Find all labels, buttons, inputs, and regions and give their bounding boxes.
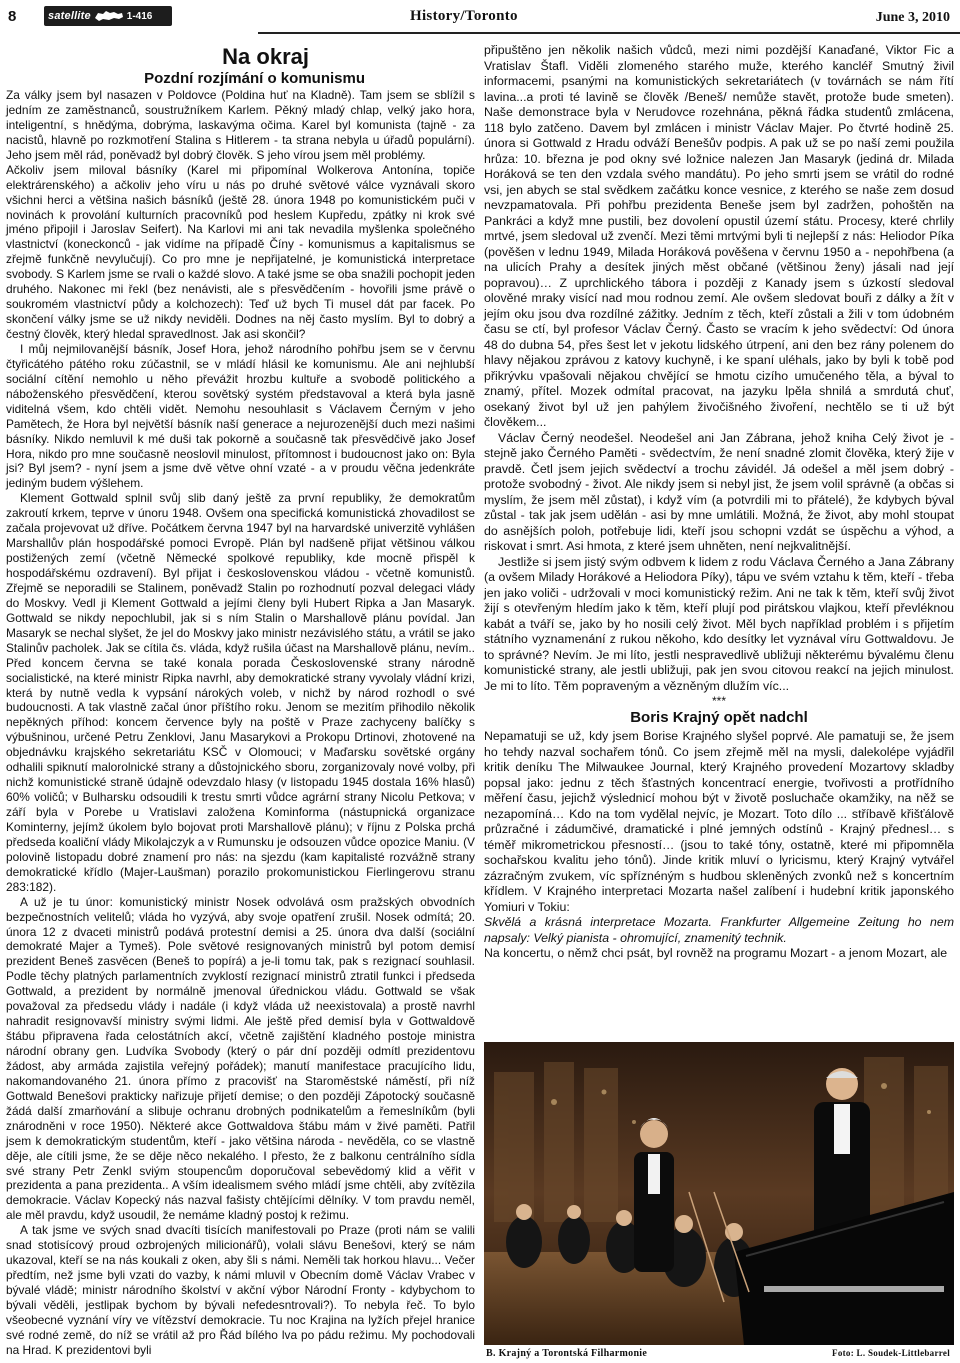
boris-paragraph: Na koncertu, o němž chci psát, byl rovněž na programu Mozart - a jenom Mozart, ale — [484, 946, 948, 960]
concert-photo — [484, 1042, 954, 1345]
article-paragraph: připuštěno jen několik našich vůdců, mezi nimi pozdější Kanaďané, Viktor Fic a Vratislav Štafl. Viděli zlomeného starého muže, kterého kancléř Smutný živil informacemi, psanými na komunistických sekretariátech (v továrnách se nám řítí lavina...a proti té lavině se člověk /Beneš/ nemůže stavět, protože bude smeten). Naše demonstrace byla v Nerudovce rozehnána, pěkná řádka studentů zmlácena, 118 bylo zatčeno. Davem byl zmlácen i ministr Václav Majer. Po čtvrté hodině 25. února si Gottwald z Hradu odváží Benešův podpis. A pak už se po naší zemi použila hrůza: 10. března je pod okny své ložnice nalezen Jan Masaryk (jediná dr. Milada Horáková se ten den vzdala svého mandátu). Po jeho smrti jsem se vrátil do rodné vsi, jen abych se stal svědkem začátku konce vesnice, z kterého se naše zem dosud nevzpamatovala. Při pohřbu prezidenta Beneše jsem byl zadržen, pohoštěn na Pankráci a když mne pustili, bez dovolení opustil území státu. Procesy, které chrlily mrtvé, jsem sledoval už zvenčí. Mezi těmi mrtvými byli ti nejlepší z nás: Heliodor Píka (pověšen v lednu 1949, Milada Horáková pověšena v červnu 1950 a - nepohřbena (a na ulicích Prahy a desítek jiných měst občané (většinou ženy) jásali nad její popravou)… Z uprchlického tábora i později z Kanady jsem s úzkostí sledoval olověné mraky visící nad mou rodnou zemí. Ale ovšem sledovat bouři z dálky a žít v jejím oku jsou dva rozdílné zážitky. Jedním z těch, kteří zůstali a žili v tom údobném času se ctí, byl profesor Václav Černý. Často se vracím k jeho svědectví: Od února 48 do dubna 54, přes šest let v jekotu lidského útrpení, ani den bez rány polenem do hlavy nějakou zprávou z katovy kuchyně, i ke spaní uléhals, jako by byli k tobě pod přikrývku vpašovali nějakou chvějící se hmotu cizího umučeného těla, a býval to znamý, přítel. Mozek odmítal pracovat, na jazyku lpěla shnilá a smrdutá chuť, osekaný život byl už jen pahýlem živočišného živoření, nechtělo se ti už být člověkem... — [484, 43, 954, 429]
newspaper-logo — [44, 6, 172, 26]
issue-date: June 3, 2010 — [875, 10, 950, 25]
section-separator: *** — [711, 694, 726, 708]
photo-credit: Foto: L. Soudek-Littlebarrel — [832, 1348, 950, 1358]
caption-left: B. Krajný a Torontská Filharmonie — [486, 1348, 648, 1359]
article-paragraph: Jestliže si jsem jistý svým odbvem k lidem z rodu Václava Černého a Jana Zábrany (a ovšem Milady Horákové a Heliodora Píky), tápu ve svém vztahu k těm, kteří - třeba jen jako voliči - udržovali v moci komunistický režim. Ani ne tak k těm, kteří svůj život žijí s otevřeným hledím jako k těm, kteří plují pod pirátskou vlajkou, kteří převléknou kabát a tváří se, jako by ho nosili celý život. Měl bych například problém i s přijetím státního vyznamenání z rukou někoho, kdo desítky let vyznával víru Gottwaldovu. Je to správné? Nevím. Je mi líto, jestli nespravedlivě ubližuji některému bývalému členu komunistické strany, ale jestli ubližuji, pak jen svou citovou reakcí na jejich minulost. Je mi to líto. Těm popraveným a vězněným dlužím víc... — [484, 554, 954, 693]
boris-quote: Skvělá a krásná interpretace Mozarta. Frankfurter Allgemeine Zeitung ho nem napsaly: Velký pianista - ohromující, znamenitý technik. — [484, 915, 954, 945]
article-paragraph: A už je tu únor: komunistický ministr Nosek odvolává osm pražských obvodních bezpečnostních velitelů; vláda ho vyzývá, aby svoje opatření zrušil. Nosek odmítá; 20. února 12 z dvaceti ministrů podává protestní demisi a 25. února dva další (sociální demokraté Majer a Tymeš). Pole světové resignovaných ministrů byl potom demisí prezident Beneš zasvěcen (Beneš to popírá) a je-li tomu tak, pak s rezignací souhlasil. Podle těchy platných parlamentních zvyklostí rezignací ministrů ztratil funkci i předseda Gottwald, a prezident by normálně jmenoval úřednickou vládu. Gottwald se však považoval za předsedu vlády i nadále (i když vláda už neexistovala) a prostě navrhl nahradit resignovavší ministry svými lidmi. Ale ještě před demisí byla v Gottwaldově štábu připravena řada celostátních akcí, včetně zajištění kladného postoje ministra národní obrany gen. Ludvíka Svobody (který o pár dní později odmítl prezidentovu žádost, aby armáda zajistila veřejný pořádek); manutí manifestace pracujícího lidu, nakomandovaného 21. února přímo z pracovišť na Staroměstské náměstí, při níž Gottwald Benešovi prakticky nařizuje přijetí demise; o den později Zápotocký současně žádá další zmarňování a slibuje ochranu drobných podnikatelům a řemeslníkům (byli znárodněni v roce 1950). Některé akce Gottwaldova štábu mám v živé paměti. Patřil jsem k demokratickým studentům, kteří - jako většina národa - nevěděla, co se vlastně děje, ale cítili jsme, že se děje něco nekalého. I přesto, že z balkonu centrálního sídla své strany Petr Zenkl sviým stoupencům doporučoval sebevědomý klid a věřit v prezidenta a pana prezidenta.. A vším idealismem svého mládí jsme chtěli, aby zvítězila demokracie. Václav Kopecký nás nazval fašisty chtějícími dělníky. V tom pravdu neměl, ale měl pravdu, když usoudil, že nemáme kladný postoj k režimu. — [6, 894, 475, 1223]
photo-caption — [484, 1348, 954, 1362]
article-paragraph: I můj nejmilovanější básník, Josef Hora, jehož národního pohřbu jsem se v červnu čtyřicátého pátého roku zúčastnil, se v mládí hlásil ke komunismu. Ale ani nejhlubší sociální cítění nemohlo u něho převážit hrozbu kultuře a svobodě politického a náboženského přesvědčení, kterou sovětský systém představoval a která byla jasně viditelná všem, kdo chtěli vidět. Nemohu nesouhlasit s Václavem Černým v jeho Pamětech, že Hora byl největší básník naší generace a nejurozenější duch mezi našimi básníky. Nikdo nemluvil k mé duši tak pokorně a současně tak přesvědčivě jako Josef Hora, nikdo pro mne současně neoslovil minulost, přítomnost i budoucnost jako on: Byla jsi? Byl jsem? - nyní jsem a jsme dvě větve ohní vzaté - a v proudu věčna jedenkráte jediným budem výšlehem. — [6, 341, 475, 491]
article-paragraph: Ačkoliv jsem miloval básníky (Karel mi připomínal Wolkerova Antonína, topiče elektrárenského) a ačkoliv jeho víru u nás po druhé světové válce vyznávali skoro všichni herci a většina našich básníků (ještě 28. února 1948 po komunistickém puči v novinách k provolání kulturních pracovníků pod heslem Kupředu, zpátky ni krok své jméno připojil i Jaroslav Seifert). Na Karlovi mi ani tak nevadila myšlenka společného vlastnictví (koneckonců - jak vidíme na případě Číny - komunismus a kapitalismus se zřejmě funkčně nevylučují). Co pro mne je nepřijatelné, je komunistická interpretace svobody. S Karlem jsme se rvali o každé slovo. A také jsme se oba snažili pochopit jeden druhého. Nakonec mi řekl (bez nenávisti, ale s přesvědčením - hovořili jsme právě o soukromém vlastnictví půdy a kolchozech): Teď už bych Ti musel dát par facek. Po skončení války jsme se už nikdy neviděli. Dodnes na něj často myslím. Byl to dobrý a čestný člověk, který hledal spravedlnost. Jak asi skončil? — [6, 162, 475, 341]
article-paragraph: A tak jsme ve svých snad dvacíti tisících manifestovali po Praze (proti nám se valili snad stotisícový proud ozbrojených milicionářů), volali slávu Benešovi, který se nám ukazoval, kteří se na nás koukali z oken, aby šli s námi. Neměli tak horkou hlavu... Večer předtím, než jsme byli vzati do vazby, k námi mluvil v Obecním domě Václav Vrabec v bývalé vládě; ministr národního školství v akční výbor Národní Fronty - kdybychom to bývali věděli, jestlipak bychom by bývali nefedesntrovali?). To nebyla řeč. To bylo všeobecné vyznání víry ve vítězství demokracie. Tu noc Krajina na lyžích přejel hranice své rodné země, do níž se vrátil až pro Řád bílého lva po pádu režimu. My pochodovali na Hrad. K prezidentovi byli — [6, 1223, 475, 1357]
right-column — [484, 43, 954, 962]
article-paragraph: Za války jsem byl nasazen v Poldovce (Poldina huť na Kladně). Tam jsem se sblížil s jedním ze zaměstnanců, soustružníkem Karlem. Pěkný mladý chlap, velký jako hora, inteligentní, s hnědýma, dobrýma, laskavýma očima. Karel byl komunista (tajně - za nacistů, hlavně po rozkmotření Stalina s Hitlerem - ta strana nebyla u úřadů populární). Jeho jsem měl rád, poněvadž byl dobrý člověk. S jeho vírou jsem měl problémy. — [6, 88, 475, 162]
logo-number: 1-416 — [126, 10, 153, 22]
article-title: Na okraj — [222, 44, 309, 69]
article-paragraph: Václav Černý neodešel. Neodešel ani Jan Zábrana, jehož kniha Celý život je - stejně jako Černého Paměti - svědectvím, že není snadné zlomit člověka, který žije v pravdě. Četl jsem jejich svědectví a trochu závidél. Já odešel a měl jsem dobrý - protože svobodný - život. Ale nikdy jsem si nebyl jist, že jsem volil správně (a občas si myslím, že jsem měl zůstat), i když vím (a potvrdili mi to přátelé), že kdybych býval zůstal - tak jak jsem udělán - asi by mne umlátili. Možná, že život, aby mohl stoupat do asnějších poloh, potřebuje lidi, kteří jsou schopni vzdát se úspěchu a výhod, a riskovat i smrt. Asi hmota, z které jsem uhněten, není nejkvalitnější. — [484, 430, 954, 553]
article-paragraph: Klement Gottwald splnil svůj slib daný ještě za první republiky, že demokratům zakroutí krkem, teprve v únoru 1948. Ovšem ona specifická komunistická zhovadilost se začala projevovat už dříve. Počátkem června 1947 byl na harvardské univerzitě vyhlášen Marshallův plán hospodářské pomoci Evropě. Plán byl nadšeně přijat většinou válkou postižených zemí (včetně Německé spolkové republiky, kde mocně přispěl k hospodářskému ozdravení). Byl přijat i československou vládou - včetně komunistů. Zřejmě se neporadili se Stalinem, poněvadž Stalin po rozhodnutí pozval delegaci vlády do Moskvy. Vedl ji Klement Gottwald a jejími členy byli Hubert Ripka a Jan Masaryk. Gottwald se nikdy nepochlubil, jak si s ním Stalin o Marshallově plánu povídal. Jan Masaryk se nechal slyšet, že jel do Moskvy jako ministr nezávislého státu, a vrátil se jako Stalinův pacholek. Jak se cítila čs. vláda, když rušila účast na Marshallově plánu, nevím.. Před koncem června se také konala porada Československé strany národně socialistické, na které ministr Ripka navrhl, aby demokratické strany vyvolaly vládní krizi, která by nutně vedla k vypsání nárokých voleb, v nichž by národ rozhodl o své budoucnosti. A tak vlastně začal únor příštího roku. Jenom se mezitím přihodilo několik nepěkných příhod: koncem července byly na poště v Praze zachyceny balíčky s výbušninou, určené Petru Zenklovi, Janu Masarykovi a Prokopu Drtinovi, zhotovené na objednávku krajského sekretariátu KSČ v Olomouci; v Maďarsku sovětské orgány odhalili spiknutí malorolnické strany a důstojnického sboru, zorganizovaly nové volby, při nichž komunistické straně údajně odevzdalo hlasy (v listopadu 1945 dostala 16% hlasů) 60% voličů; v Bulharsku odsoudili k trestu smrti vůdce agrární strany Nicolu Petkova; v září byla v Porebe u Vratislavi založena Kominforma (nástupnická organizace Kominterny, jejímž úkolem bylo bojovat proti Marshallově plánu); v říjnu z Polska prchá předseda koaliční vlády Mikolajczyk a v Rumunsku je odsouzen vůdce opozice Maniu. (V polovině listopadu dobré znamení pro nás: na sjezdu (kam kapitalisté rozvážně strany demokratické křídlo (Majer-Laušman) porazilo prokomunistickou Fierlingerovu stranu 283:182). — [6, 491, 475, 894]
concert-photo-image — [484, 1042, 954, 1345]
logo-text: satellite — [48, 10, 91, 22]
boris-paragraph: Nepamatuji se už, kdy jsem Borise Krajného slyšel poprvé. Ale pamatuji se, že jsem ho tehdy nazval sochařem tónů. Co jsem zřejmě měl na mysli, dalekolépe vyjádřil kritik deníku The Milwaukee Journal, který Krajného provedení Mozartovy skladby popsal jako: jednu z těch šťastných koncentrací energie, tvořivosti a protřídního měření času, jejichž výslednicí mohou být v životě posluchače okamžiky, na něž se nezapomíná… Kdo na tom vydělal nejvíc, je Mozart. Toto dílo ... stříbavě křišťálově průzračné i zádumčivé, dramatické i plné jemných odstínů - Krajný přednesl… s téměř mikrometrickou přesností… (jsou to také tóny, ostatně, které mi připomněla sochařskou kvalitu jeho tónů). Jinde kritik mluví o lyricismu, který Krajný vytvářel zázračným zvukem, víc spříznéným s hudbou skleněných zvonků než s koncertním křídlem. V Krajného interpretaci Mozarta našel zalíbení i hudební kritik japonského Yomiuri v Tokiu: — [484, 729, 954, 914]
left-column — [6, 44, 475, 1358]
header-rule — [258, 32, 960, 34]
boris-article-title: Boris Krajný opět nadchl — [630, 709, 808, 726]
canada-map-icon — [94, 10, 124, 22]
masthead — [0, 0, 960, 40]
page-number: 8 — [8, 8, 17, 25]
section-title: History/Toronto — [410, 8, 518, 24]
article-subtitle: Pozdní rozjímání o komunismu — [144, 70, 365, 87]
